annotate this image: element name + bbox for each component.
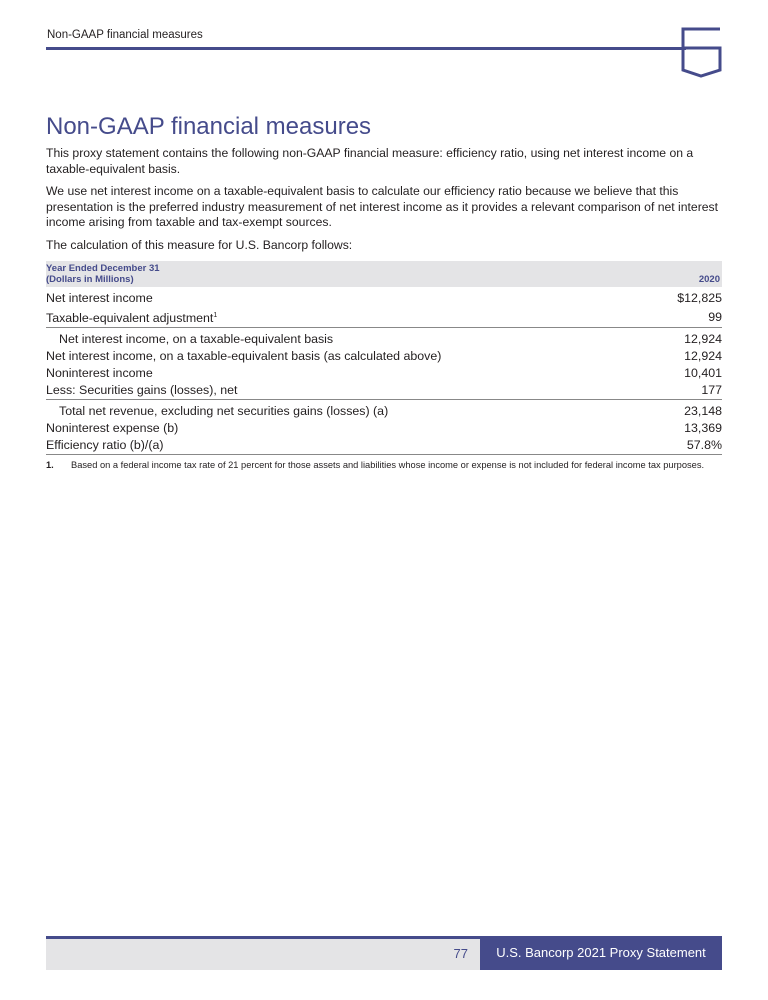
table-row bbox=[46, 287, 722, 307]
table-header-year: 2020 bbox=[653, 261, 722, 287]
table-row bbox=[46, 400, 722, 421]
table-row bbox=[46, 437, 722, 455]
table-header-line: Year Ended December 31 bbox=[46, 263, 160, 274]
row-label: Efficiency ratio (b)/(a) bbox=[46, 437, 653, 455]
paragraph: The calculation of this measure for U.S. Bancorp follows: bbox=[46, 237, 353, 252]
header-rule bbox=[46, 47, 686, 50]
row-value: 99 bbox=[653, 307, 722, 328]
footnote-number: 1. bbox=[46, 460, 54, 470]
row-label: Noninterest expense (b) bbox=[46, 421, 179, 436]
row-label: Noninterest income bbox=[46, 366, 153, 381]
table-header-line: (Dollars in Millions) bbox=[46, 274, 134, 285]
table-row bbox=[46, 420, 722, 437]
row-label: Net interest income, on a taxable-equivalent basis (as calculated above) bbox=[46, 349, 442, 364]
row-value: 177 bbox=[653, 382, 722, 400]
row-value: 23,148 bbox=[684, 404, 722, 419]
page-title: Non-GAAP financial measures bbox=[46, 113, 372, 140]
row-value: 13,369 bbox=[684, 421, 722, 436]
page-number: 77 bbox=[453, 946, 468, 961]
row-value: 57.8% bbox=[653, 437, 722, 455]
table-row bbox=[46, 365, 722, 382]
row-label: Net interest income bbox=[46, 291, 153, 305]
table-header-label bbox=[46, 261, 653, 287]
body-text bbox=[46, 146, 726, 260]
shield-logo-icon bbox=[680, 26, 724, 80]
paragraph: This proxy statement contains the following non-GAAP financial measure: efficiency ratio, using net interest income on a taxable-equivalent basis. bbox=[46, 146, 694, 176]
row-label: Less: Securities gains (losses), net bbox=[46, 382, 653, 400]
table-row bbox=[46, 348, 722, 365]
table-row bbox=[46, 307, 722, 328]
running-header: Non-GAAP financial measures bbox=[47, 29, 203, 41]
footnote-marker: 1 bbox=[213, 312, 218, 319]
row-value: 12,924 bbox=[684, 349, 722, 364]
page-footer bbox=[46, 936, 722, 970]
paragraph: We use net interest income on a taxable-equivalent basis to calculate our efficiency ratio because we believe that this presentation is the preferred industry measurement of net interest income as it provides a relevant comparison of net interest income arising from taxable and tax-exempt sources. bbox=[46, 184, 719, 229]
footer-document-title: U.S. Bancorp 2021 Proxy Statement bbox=[480, 939, 722, 970]
table-row bbox=[46, 382, 722, 400]
footnote bbox=[46, 458, 716, 472]
row-value: 10,401 bbox=[684, 366, 722, 381]
footnote-text: Based on a federal income tax rate of 21 percent for those assets and liabilities whose income or expense is not included for federal income tax purposes. bbox=[71, 460, 705, 470]
row-label: Net interest income, on a taxable-equivalent basis bbox=[59, 332, 334, 347]
table-row bbox=[46, 328, 722, 349]
efficiency-ratio-table bbox=[46, 261, 722, 455]
row-value: 12,924 bbox=[684, 332, 722, 347]
row-label bbox=[46, 307, 653, 328]
row-label-text: Taxable-equivalent adjustment bbox=[46, 311, 214, 326]
row-label: Total net revenue, excluding net securities gains (losses) (a) bbox=[59, 404, 389, 419]
row-value: $12,825 bbox=[677, 291, 722, 305]
